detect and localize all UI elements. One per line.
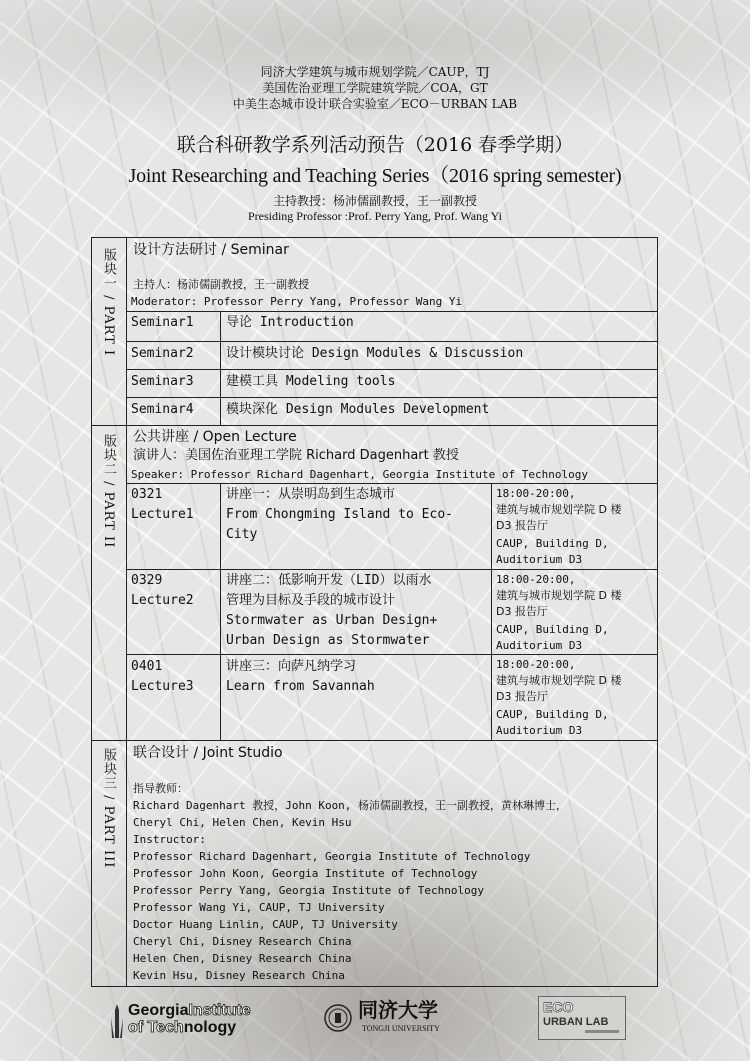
eco-urban-lab-logo	[538, 996, 626, 1040]
lecture-venue: Auditorium D3	[496, 724, 583, 737]
lecture-title: From Chongming Island to Eco-	[226, 507, 453, 522]
gt-logo-text: nology	[183, 1019, 237, 1036]
tongji-logo-en: TONGJI UNIVERSITY	[362, 1024, 440, 1033]
part3-label: 版块三 / PART III	[101, 748, 116, 869]
institution-caup: 同济大学建筑与城市规划学院／CAUP，TJ	[260, 65, 490, 79]
seminar-column-divider	[220, 311, 221, 425]
lecture-venue: CAUP, Building D,	[496, 708, 609, 721]
instructor-line: Professor Wang Yi, CAUP, TJ University	[133, 901, 385, 914]
lecture-code: Lecture1	[131, 507, 194, 522]
lecture-venue: CAUP, Building D,	[496, 537, 609, 550]
lecture-column-divider	[220, 483, 221, 740]
lecture-venue: Auditorium D3	[496, 553, 583, 566]
seminar-code: Seminar2	[131, 346, 194, 361]
part2-bottom-divider	[91, 740, 658, 741]
seminar-row-divider	[126, 311, 658, 312]
part3-title: 联合设计 / Joint Studio	[133, 745, 283, 761]
tongji-university-logo	[324, 996, 454, 1040]
lecture-venue: CAUP, Building D,	[496, 623, 609, 636]
instructor-line: Professor Richard Dagenhart, Georgia Institute of Technology	[133, 850, 531, 863]
institution-coa: 美国佐治亚理工学院建筑学院／COA，GT	[262, 81, 488, 95]
instructor-line: Cheryl Chi, Helen Chen, Kevin Hsu	[133, 816, 352, 829]
lecture-title: City	[226, 527, 258, 542]
gt-logo-text: Institute	[188, 1002, 251, 1019]
instructor-line: Doctor Huang Linlin, CAUP, TJ University	[133, 918, 398, 931]
instructor-line: Instructor:	[133, 833, 206, 846]
institution-eco-urban-lab: 中美生态城市设计联合实验室／ECO－URBAN LAB	[232, 97, 518, 111]
part1-label: 版块一 / PART I	[101, 248, 116, 357]
label-column-divider	[126, 237, 127, 987]
lecture-venue: 建筑与城市规划学院 D 楼	[496, 503, 622, 516]
lecture-title: 讲座三：向萨凡纳学习	[226, 659, 357, 674]
lecture-title: Urban Design as Stormwater	[226, 633, 430, 648]
seminar-topic: 导论 Introduction	[226, 315, 354, 330]
part2-label: 版块二 / PART II	[101, 434, 116, 549]
instructor-line: Professor John Koon, Georgia Institute of Technology	[133, 867, 478, 880]
instructor-line: Kevin Hsu, Disney Research China	[133, 969, 345, 982]
lecture-title: Stormwater as Urban Design+	[226, 613, 438, 628]
instructor-line: Professor Perry Yang, Georgia Institute of Technology	[133, 884, 484, 897]
eco-logo-text: URBAN LAB	[543, 1016, 609, 1028]
seminar-row-divider	[126, 341, 658, 342]
part1-title: 设计方法研讨 / Seminar	[133, 242, 289, 258]
seminar-code: Seminar1	[131, 315, 194, 330]
seminar-row-divider	[126, 397, 658, 398]
lecture-column-divider	[491, 483, 492, 740]
part1-moderator-cn: 主持人：杨沛儒副教授，王一副教授	[133, 278, 309, 291]
lecture-title: 讲座一：从崇明岛到生态城市	[226, 487, 396, 502]
lecture-venue: 18:00-20:00,	[496, 658, 576, 671]
georgia-tech-logo	[108, 1002, 278, 1040]
lecture-venue: Auditorium D3	[496, 639, 583, 652]
lecture-venue: D3 报告厅	[496, 690, 548, 703]
gt-logo-text: of Tech	[128, 1019, 184, 1036]
gt-logo-text: Georgia	[128, 1002, 189, 1019]
lecture-venue: D3 报告厅	[496, 519, 548, 532]
lecture-date: 0401	[131, 659, 163, 674]
lecture-title: 讲座二：低影响开发（LID）以雨水	[226, 573, 432, 588]
lecture-date: 0321	[131, 487, 163, 502]
page-title-cn: 联合科研教学系列活动预告（2016 春季学期）	[176, 134, 574, 156]
seminar-topic: 建模工具 Modeling tools	[226, 374, 396, 389]
lecture-row-divider	[126, 654, 658, 655]
instructor-line: Helen Chen, Disney Research China	[133, 952, 352, 965]
lecture-venue: 18:00-20:00,	[496, 487, 576, 500]
presiding-professor-cn: 主持教授：杨沛儒副教授，王一副教授	[272, 194, 477, 208]
part1-moderator-en: Moderator: Professor Perry Yang, Professor Wang Yi	[131, 295, 463, 308]
part2-title: 公共讲座 / Open Lecture	[133, 429, 297, 445]
presiding-professor-en: Presiding Professor :Prof. Perry Yang, Prof. Wang Yi	[247, 209, 503, 223]
lecture-venue: D3 报告厅	[496, 605, 548, 618]
tongji-logo-cn: 同济大学	[358, 998, 438, 1022]
lecture-code: Lecture3	[131, 679, 194, 694]
seminar-row-divider	[126, 369, 658, 370]
instructor-line: Cheryl Chi, Disney Research China	[133, 935, 352, 948]
tongji-seal-icon	[324, 1004, 352, 1032]
instructor-line: 指导教师：	[133, 782, 188, 795]
seminar-topic: 设计模块讨论 Design Modules & Discussion	[226, 346, 524, 361]
lecture-date: 0329	[131, 573, 163, 588]
lecture-venue: 建筑与城市规划学院 D 楼	[496, 674, 622, 687]
lecture-venue: 18:00-20:00,	[496, 573, 576, 586]
part2-speaker-en: Speaker: Professor Richard Dagenhart, Georgia Institute of Technology	[131, 468, 588, 481]
eco-logo-underline	[585, 1030, 619, 1033]
seminar-code: Seminar3	[131, 374, 194, 389]
gt-tower-icon	[108, 1004, 126, 1038]
lecture-code: Lecture2	[131, 593, 194, 608]
seminar-topic: 模块深化 Design Modules Development	[226, 402, 490, 417]
lecture-row-divider	[126, 569, 658, 570]
lecture-title: Learn from Savannah	[226, 679, 375, 694]
part2-speaker-cn: 演讲人：美国佐治亚理工学院 Richard Dagenhart 教授	[133, 448, 459, 463]
instructor-line: Richard Dagenhart 教授，John Koon, 杨沛儒副教授，王一副教授，黄林琳博士，	[133, 799, 568, 812]
seminar-code: Seminar4	[131, 402, 194, 417]
lecture-title: 管理为目标及手段的城市设计	[226, 593, 396, 608]
lecture-row-divider	[126, 483, 658, 484]
page-title-en: Joint Researching and Teaching Series（2016 spring semester)	[128, 165, 622, 187]
lecture-venue: 建筑与城市规划学院 D 楼	[496, 589, 622, 602]
part1-bottom-divider	[91, 425, 658, 426]
eco-logo-text: ECO	[543, 999, 574, 1015]
